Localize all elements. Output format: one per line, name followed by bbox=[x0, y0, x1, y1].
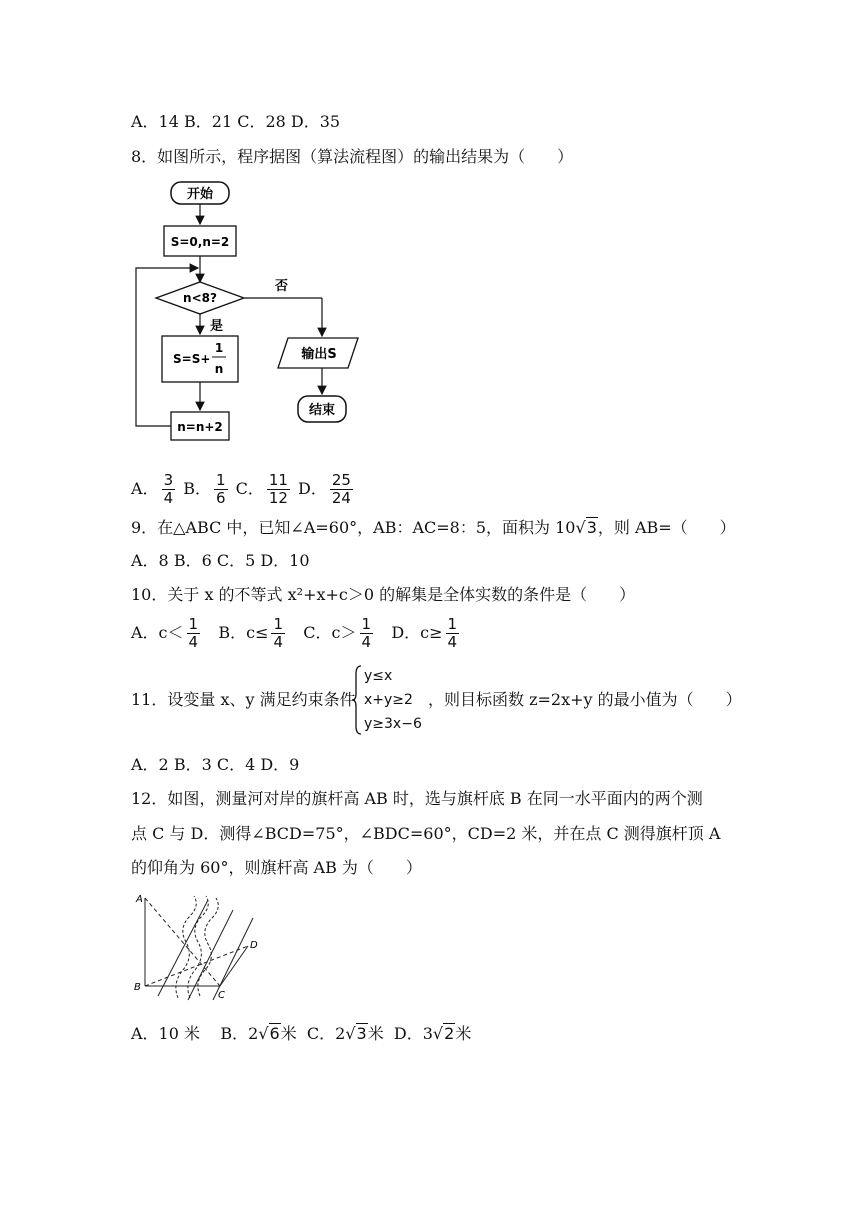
q11-constraint-3: y≥3x−6 bbox=[364, 716, 422, 732]
q12-figure bbox=[128, 888, 263, 1008]
q7-options: A．14 B．21 C．28 D．35 bbox=[131, 112, 341, 131]
flow-init-text: S=0,n=2 bbox=[170, 235, 230, 249]
q8-options: A． $\frac{3}{4}$ B． $\frac{1}{6}$ C． $\frac{11}{12}$ D． $\frac{25}{24}$ bbox=[131, 471, 351, 507]
q12-options: A．10 米 B．2√6米 C．2√3米 D．3√2米 bbox=[131, 1024, 472, 1043]
q12-label-a: A bbox=[136, 894, 143, 905]
q8-option-a-fraction: $\frac{3}{4}$ bbox=[163, 471, 174, 507]
q12-line2: 点 C 与 D．测得∠BCD=75°，∠BDC=60°，CD=2 米，并在点 C 测得旗杆顶 A bbox=[131, 824, 721, 843]
q9-options: A．8 B．6 C．5 D．10 bbox=[131, 551, 310, 570]
flow-end-text: 结束 bbox=[308, 403, 336, 418]
flow-increment-text: n=n+2 bbox=[177, 420, 223, 434]
flow-no-label: 否 bbox=[275, 279, 289, 294]
q11-constraint-1: y≤x bbox=[364, 668, 393, 684]
q12-label-d: D bbox=[250, 940, 258, 951]
q12-option-c-sqrt: √3 bbox=[345, 1024, 367, 1043]
q10-option-c-fraction: $\frac{1}{4}$ bbox=[361, 615, 372, 651]
q12-label-b: B bbox=[134, 982, 141, 993]
q12-line1: 12．如图，测量河对岸的旗杆高 AB 时，选与旗杆底 B 在同一水平面内的两个测 bbox=[131, 789, 703, 808]
q8-option-c-fraction: $\frac{11}{12}$ bbox=[268, 471, 288, 507]
flow-start-text: 开始 bbox=[186, 187, 214, 202]
q11-constraints bbox=[364, 664, 422, 736]
q12-option-d-sqrt: √2 bbox=[432, 1024, 455, 1043]
q10-option-a-fraction: $\frac{1}{4}$ bbox=[188, 615, 199, 651]
q8-flowchart bbox=[120, 176, 380, 461]
q11-constraint-2: x+y≥2 bbox=[364, 692, 413, 708]
flow-yes-label: 是 bbox=[210, 319, 224, 334]
q8-stem: 8．如图所示，程序据图（算法流程图）的输出结果为（ ） bbox=[131, 147, 574, 166]
q12-line3: 的仰角为 60°，则旗杆高 AB 为（ ） bbox=[131, 858, 422, 877]
q9-stem: 9．在△ABC 中，已知∠A=60°，AB：AC=8：5，面积为 10√3，则 AB=（ ） bbox=[131, 518, 736, 537]
flow-update-num: 1 bbox=[214, 341, 224, 355]
q9-sqrt: √3 bbox=[575, 518, 597, 537]
q8-option-d-fraction: $\frac{25}{24}$ bbox=[331, 471, 351, 507]
q11-stem-b: ，则目标函数 z=2x+y 的最小值为（ ） bbox=[428, 690, 742, 709]
q11-brace bbox=[352, 664, 362, 736]
flow-output-text: 输出S bbox=[301, 347, 337, 362]
q11-stem-a: 11．设变量 x、y 满足约束条件 bbox=[131, 690, 356, 709]
q10-stem: 10．关于 x 的不等式 x²+x+c＞0 的解集是全体实数的条件是（ ） bbox=[131, 585, 636, 604]
q10-options: A．c＜ $\frac{1}{4}$ B．c≤ $\frac{1}{4}$ C．c＞ $\frac{1}{4}$ D．c≥ $\frac{1}{4}$ bbox=[131, 615, 458, 651]
flow-update-den: n bbox=[214, 362, 224, 376]
q10-option-d-fraction: $\frac{1}{4}$ bbox=[447, 615, 458, 651]
q10-option-b-fraction: $\frac{1}{4}$ bbox=[273, 615, 284, 651]
flow-update-prefix: S=S+ bbox=[173, 352, 211, 366]
flow-decision-text: n<8? bbox=[183, 291, 217, 305]
q12-option-b-sqrt: √6 bbox=[258, 1024, 280, 1043]
q8-option-b-fraction: $\frac{1}{6}$ bbox=[215, 471, 226, 507]
q12-label-c: C bbox=[218, 990, 225, 1001]
q11-options: A．2 B．3 C．4 D．9 bbox=[131, 755, 300, 774]
